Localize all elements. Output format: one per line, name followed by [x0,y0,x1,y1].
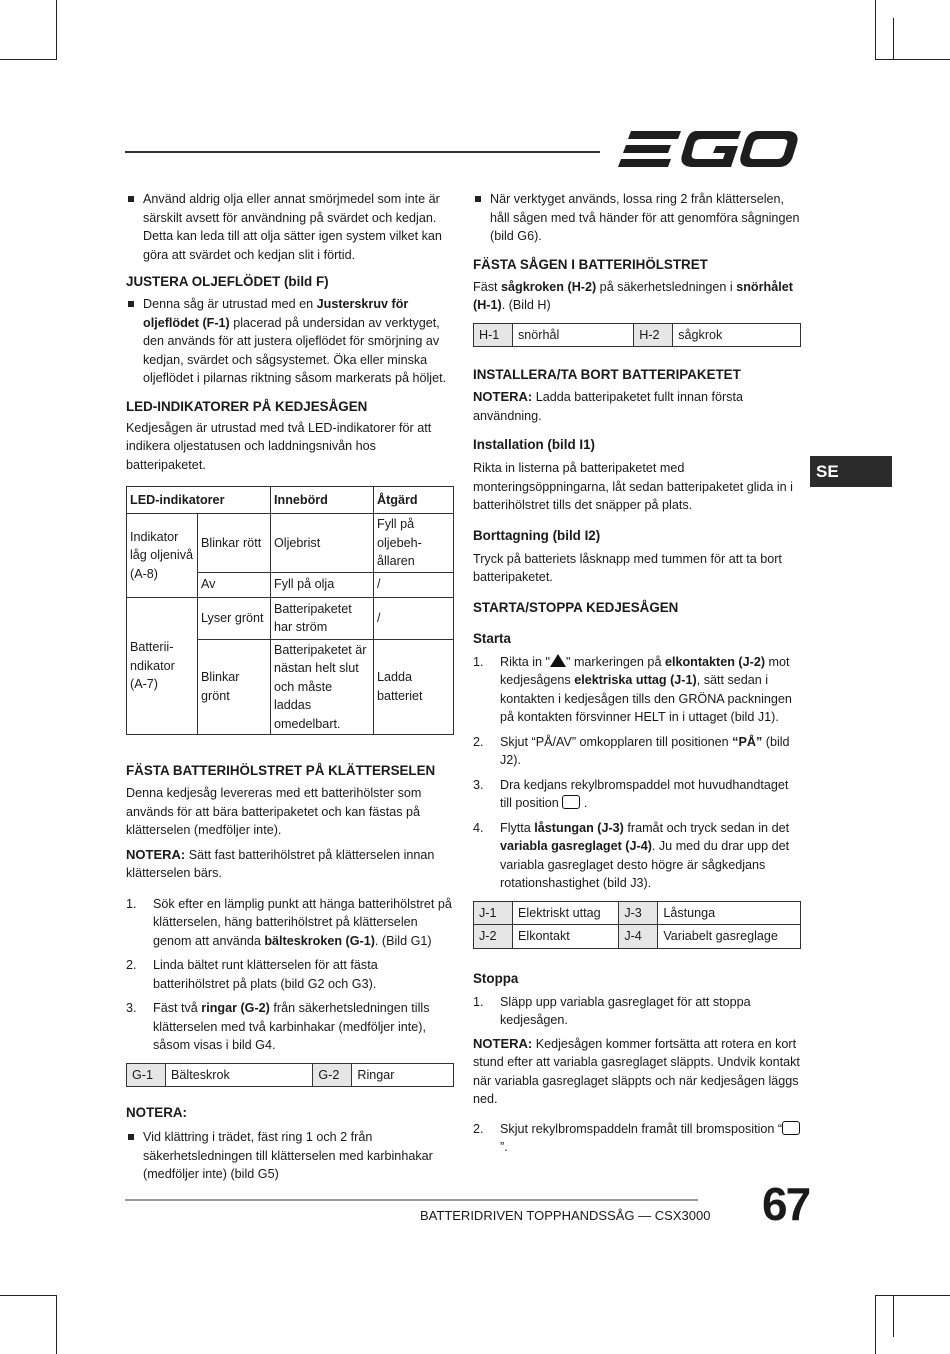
section-heading: FÄSTA BATTERIHÖLSTRET PÅ KLÄTTERSELEN [126,763,436,778]
section-heading: LED-INDIKATORER PÅ KEDJESÅGEN [126,398,368,414]
table-cell: J-1 [474,901,513,925]
note: NOTERA: Kedjesågen kommer fortsätta att rotera en kort stund efter att variabla gasreglaget släppts. Undvik kontakt när variabla gasreglaget släppts och när kedjesågen läggs ned. [473,1035,800,1106]
note: NOTERA: Ladda batteripaketet fullt innan första användning. [473,389,743,423]
table-cell: Oljebrist [271,514,374,573]
crop-mark [875,59,950,60]
footer-rule [125,1199,698,1201]
parts-table-g [126,1063,454,1088]
table-cell: J-4 [619,925,658,949]
sub-heading: Stoppa [473,970,519,986]
paragraph: Denna kedjesåg levereras med ett batterihölster som används för att bära batteripaketet och kan fästas på klätterselen (medföljer inte). [126,786,422,837]
paragraph: Rikta in listerna på batteripaketet med monteringsöppningarna, låt sedan batteripaketet glida in i batterihölstret tills det snäpper på plats. [473,461,793,512]
section-heading: INSTALLERA/TA BORT BATTERIPAKETET [473,367,741,382]
crop-mark [893,18,894,60]
header-rule [125,151,600,153]
crop-mark [56,1295,57,1354]
ego-logo [617,128,799,178]
crop-mark [875,1295,876,1354]
table-cell: Batteripaketet är nästan helt slut och måste laddas omedelbart. [271,639,374,735]
table-cell: sågkrok [673,323,801,347]
parts-table-j [473,901,801,949]
crop-mark [893,1295,894,1337]
crop-mark [0,59,57,60]
brake-engaged-icon [782,1121,800,1135]
sub-heading: Installation (bild I1) [473,437,596,452]
list-item: Denna såg är utrustad med en Justerskruv för oljeflödet (F-1) placerad på undersidan av verktyget, den används för att justera oljeflödet för smörjning av kedjan, svärdet och sågsystemet. Öka eller minska oljeflödet i pilarnas riktning såsom markerats på höljet. [126,295,454,388]
list-item: 1. Släpp upp variabla gasreglaget för att stoppa kedjesågen. [473,994,751,1027]
section-heading: FÄSTA SÅGEN I BATTERIHÖLSTRET [473,256,708,272]
table-cell: Ladda batteriet [374,639,454,735]
list-item: 4. Flytta låstungan (J-3) framåt och tryck sedan in det variabla gasreglaget (J-4). Ju med du drar upp det variabla gasreglaget desto högre är sågkedjans rotationshastighet (bild J3). [473,820,790,890]
crop-mark [875,0,876,60]
table-cell: Fyll på olja [271,572,374,597]
table-cell: Fyll på oljebeh-ållaren [374,514,454,573]
warning-triangle-icon [550,654,566,667]
table-cell: H-1 [474,323,513,347]
right-column [473,190,801,1157]
list-item: 2. Skjut “PÅ/AV” omkopplaren till positionen “PÅ” (bild J2). [473,734,790,767]
table-cell: Variabelt gasreglage [658,925,801,949]
list-item: 3. Dra kedjans rekylbromspaddel mot huvudhandtaget till position . [473,777,789,810]
table-cell: Ringar [352,1063,454,1087]
footer-title: BATTERIDRIVEN TOPPHANDSSÅG — CSX3000 [420,1208,711,1223]
language-tab: SE [810,456,892,487]
list-item: Använd aldrig olja eller annat smörjmedel som inte är särskilt avsett för användning på svärdet och kedjan. Detta kan leda till att olja sätter igen system vilket kan göra att svärdet och kedjan slit i förtid. [126,190,454,264]
table-cell: Av [198,572,271,597]
list-item: Vid klättring i trädet, fäst ring 1 och 2 från säkerhetsledningen till klätterselen med karbinhakar (medföljer inte) (bild G5) [126,1128,454,1184]
list-item: 3. Fäst två ringar (G-2) från säkerhetsledningen tills klätterselen med två karbinhakar (medföljer inte), såsom visas i bild G4. [126,1001,430,1052]
table-cell: Bälteskrok [166,1063,313,1087]
paragraph: Kedjesågen är utrustad med två LED-indikatorer för att indikera oljestatusen och laddningsnivån hos batteripaketet. [126,420,432,472]
table-cell: Blinkar rött [198,514,271,573]
table-cell: Blinkar grönt [198,639,271,735]
page-number: 67 [762,1178,810,1230]
section-heading: JUSTERA OLJEFLÖDET (bild F) [126,274,329,289]
table-cell: Elkontakt [513,925,619,949]
paragraph: Tryck på batteriets låsknapp med tummen för att ta bort batteripaketet. [473,551,782,584]
list-item: När verktyget används, lossa ring 2 från klätterselen, håll sågen med två händer för att genomföra sågningen (bild G6). [473,190,801,246]
list-item: 2. Skjut rekylbromspaddeln framåt till bromsposition “”. [473,1120,801,1157]
table-cell: snörhål [513,323,634,347]
table-cell: / [374,572,454,597]
table-cell: Indikator låg oljenivå (A-8) [127,514,198,598]
sub-heading: Borttagning (bild I2) [473,527,601,543]
table-cell: / [374,597,454,639]
table-cell: Elektriskt uttag [513,901,619,925]
table-cell: J-3 [619,901,658,925]
sub-heading: Starta [473,630,511,646]
paragraph: Fäst sågkroken (H-2) på säkerhetsledningen i snörhålet (H-1). (Bild H) [473,279,793,312]
brake-released-icon [562,795,580,809]
parts-table-h [473,323,801,348]
list-item: 1. Rikta in " " markeringen på elkontakten (J-2) mot kedjesågens elektriska uttag (J-1), sätt sedan i kontakten i kedjesågen tills den GRÖNA packningen på kontakten försvinner HELT in i uttaget (bild J1). [473,654,792,724]
section-heading: NOTERA: [126,1105,187,1120]
note: NOTERA: Sätt fast batterihölstret på klätterselen innan klätterselen bärs. [126,846,435,880]
table-header: Innebörd [271,487,374,514]
led-table [126,486,454,735]
crop-mark [0,1295,57,1296]
table-header: Åtgärd [374,487,454,514]
table-cell: Låstunga [658,901,801,925]
list-item: 1. Sök efter en lämplig punkt att hänga batterihölstret på klätterselen, häng batterihölstret på klätterselen genom att använda bälteskroken (G-1). (Bild G1) [126,896,452,948]
crop-mark [56,0,57,60]
list-item: 2. Linda bältet runt klätterselen för att fästa batterihölstret på plats (bild G2 och G3). [126,958,378,991]
table-cell: J-2 [474,925,513,949]
table-cell: Lyser grönt [198,597,271,639]
table-cell: Batteripaketet har ström [271,597,374,639]
table-cell: Batterii-ndikator (A-7) [127,597,198,735]
section-heading: STARTA/STOPPA KEDJESÅGEN [473,599,679,615]
crop-mark [875,1295,950,1296]
left-column [126,190,454,1184]
table-cell: H-2 [634,323,673,347]
table-cell: G-2 [313,1063,352,1087]
table-header: LED-indikatorer [127,487,271,514]
table-cell: G-1 [127,1063,166,1087]
